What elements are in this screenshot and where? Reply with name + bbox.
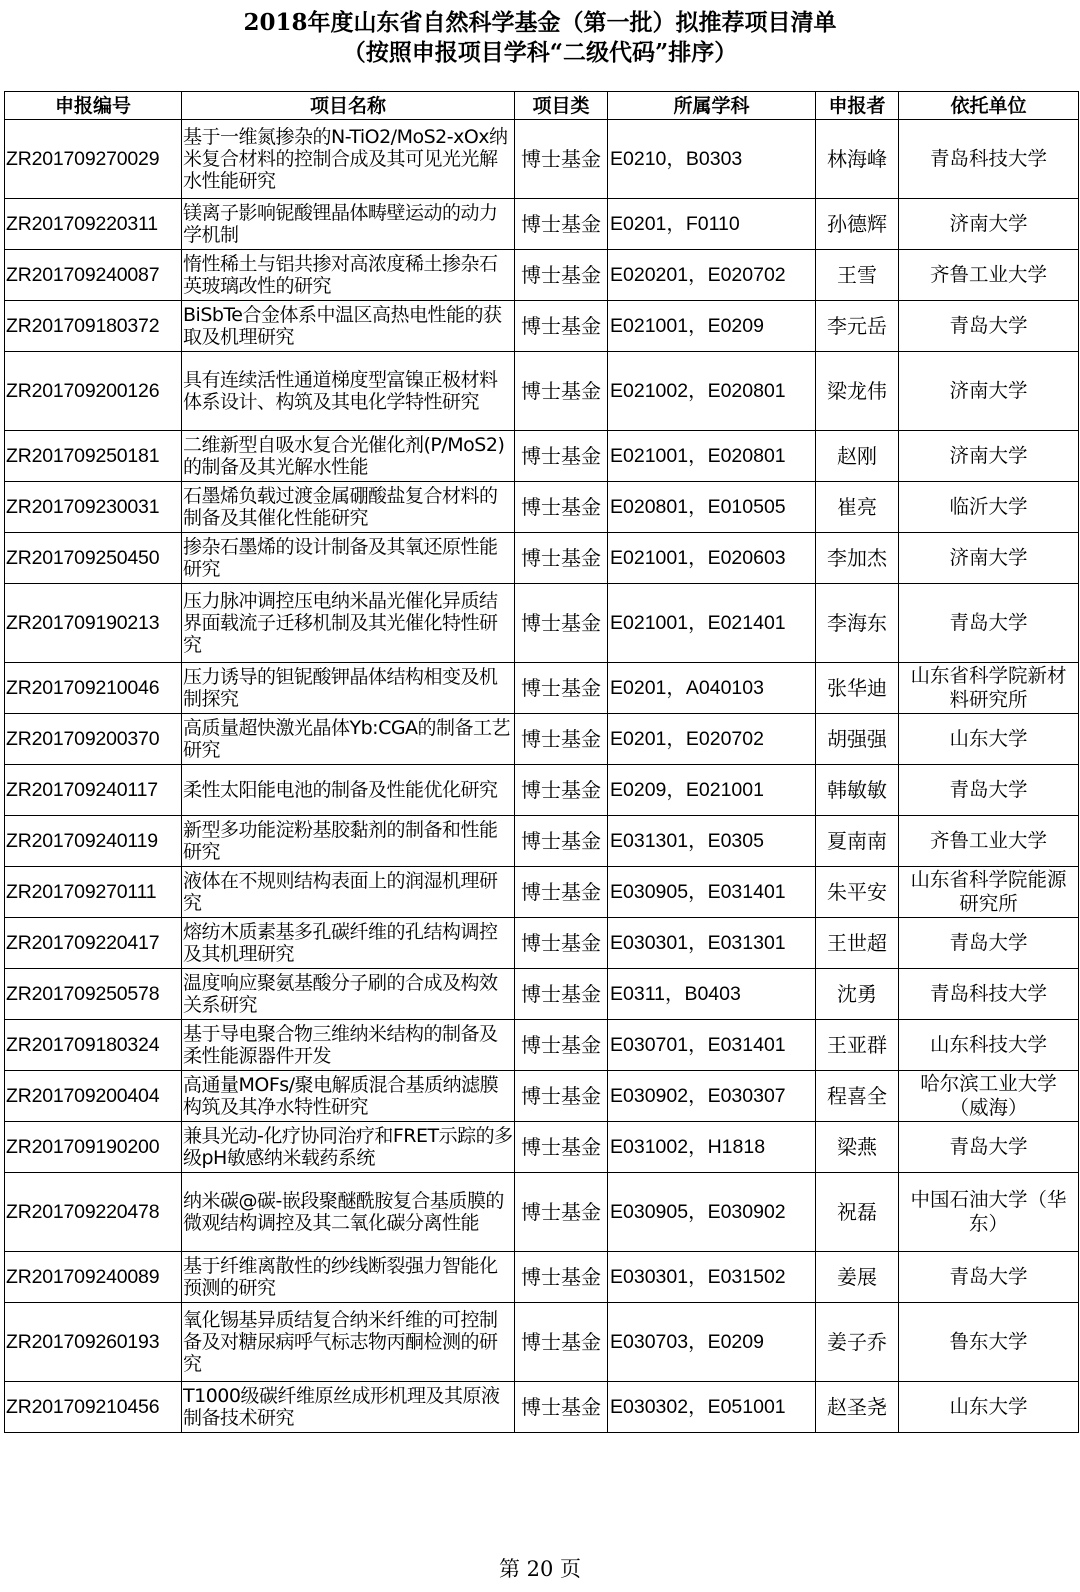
row-applicant: 朱平安 xyxy=(816,867,899,918)
row-unit: 哈尔滨工业大学（威海） xyxy=(899,1071,1079,1122)
row-category: 博士基金 xyxy=(515,918,608,969)
row-name: 熔纺木质素基多孔碳纤维的孔结构调控及其机理研究 xyxy=(182,918,515,969)
table-row xyxy=(5,431,1079,482)
row-subject: E021001，E020801 xyxy=(608,431,816,482)
table-row xyxy=(5,250,1079,301)
row-unit: 中国石油大学（华东） xyxy=(899,1173,1079,1252)
row-name: 高质量超快激光晶体Yb:CGA的制备工艺研究 xyxy=(182,714,515,765)
row-code: ZR201709230031 xyxy=(5,482,182,533)
row-code: ZR201709200404 xyxy=(5,1071,182,1122)
table-row xyxy=(5,714,1079,765)
row-category: 博士基金 xyxy=(515,120,608,199)
row-code: ZR201709250181 xyxy=(5,431,182,482)
table-row xyxy=(5,1020,1079,1071)
row-category: 博士基金 xyxy=(515,1122,608,1173)
header-subject: 所属学科 xyxy=(608,92,816,120)
row-code: ZR201709180324 xyxy=(5,1020,182,1071)
row-category: 博士基金 xyxy=(515,482,608,533)
row-applicant: 李加杰 xyxy=(816,533,899,584)
row-code: ZR201709250450 xyxy=(5,533,182,584)
row-subject: E030301，E031502 xyxy=(608,1252,816,1303)
row-unit: 鲁东大学 xyxy=(899,1303,1079,1382)
row-applicant: 李元岳 xyxy=(816,301,899,352)
row-applicant: 梁燕 xyxy=(816,1122,899,1173)
row-applicant: 王世超 xyxy=(816,918,899,969)
row-unit: 临沂大学 xyxy=(899,482,1079,533)
row-subject: E020201，E020702 xyxy=(608,250,816,301)
row-name: 镁离子影响铌酸锂晶体畴壁运动的动力学机制 xyxy=(182,199,515,250)
table-row xyxy=(5,199,1079,250)
row-category: 博士基金 xyxy=(515,199,608,250)
row-unit: 青岛科技大学 xyxy=(899,969,1079,1020)
row-subject: E0201，A040103 xyxy=(608,663,816,714)
row-code: ZR201709190213 xyxy=(5,584,182,663)
table-row xyxy=(5,663,1079,714)
table-row xyxy=(5,765,1079,816)
row-name: 压力脉冲调控压电纳米晶光催化异质结界面载流子迁移机制及其光催化特性研究 xyxy=(182,584,515,663)
row-category: 博士基金 xyxy=(515,352,608,431)
page-subtitle: （按照申报项目学科“二级代码”排序） xyxy=(342,39,738,66)
row-name: 石墨烯负载过渡金属硼酸盐复合材料的制备及其催化性能研究 xyxy=(182,482,515,533)
row-name: 高通量MOFs/聚电解质混合基质纳滤膜构筑及其净水特性研究 xyxy=(182,1071,515,1122)
row-category: 博士基金 xyxy=(515,1382,608,1433)
row-category: 博士基金 xyxy=(515,1303,608,1382)
row-applicant: 李海东 xyxy=(816,584,899,663)
row-name: 温度响应聚氨基酸分子刷的合成及构效关系研究 xyxy=(182,969,515,1020)
row-category: 博士基金 xyxy=(515,816,608,867)
row-category: 博士基金 xyxy=(515,533,608,584)
row-subject: E0311，B0403 xyxy=(608,969,816,1020)
header-name: 项目名称 xyxy=(182,92,515,120)
row-category: 博士基金 xyxy=(515,969,608,1020)
row-code: ZR201709260193 xyxy=(5,1303,182,1382)
row-name: 基于导电聚合物三维纳米结构的制备及柔性能源器件开发 xyxy=(182,1020,515,1071)
row-code: ZR201709240119 xyxy=(5,816,182,867)
row-applicant: 林海峰 xyxy=(816,120,899,199)
header-code: 申报编号 xyxy=(5,92,182,120)
table-row xyxy=(5,301,1079,352)
table-row xyxy=(5,584,1079,663)
row-name: 纳米碳@碳-嵌段聚醚酰胺复合基质膜的微观结构调控及其二氧化碳分离性能 xyxy=(182,1173,515,1252)
row-subject: E0209，E021001 xyxy=(608,765,816,816)
row-code: ZR201709270111 xyxy=(5,867,182,918)
row-category: 博士基金 xyxy=(515,1252,608,1303)
row-code: ZR201709220311 xyxy=(5,199,182,250)
table-row xyxy=(5,969,1079,1020)
row-name: 新型多功能淀粉基胶黏剂的制备和性能研究 xyxy=(182,816,515,867)
row-subject: E0210，B0303 xyxy=(608,120,816,199)
row-name: 兼具光动-化疗协同治疗和FRET示踪的多级pH敏感纳米载药系统 xyxy=(182,1122,515,1173)
table-row xyxy=(5,482,1079,533)
row-code: ZR201709200126 xyxy=(5,352,182,431)
row-unit: 青岛大学 xyxy=(899,1252,1079,1303)
row-applicant: 梁龙伟 xyxy=(816,352,899,431)
row-code: ZR201709180372 xyxy=(5,301,182,352)
table-row xyxy=(5,1071,1079,1122)
row-name: BiSbTe合金体系中温区高热电性能的获取及机理研究 xyxy=(182,301,515,352)
row-subject: E030703，E0209 xyxy=(608,1303,816,1382)
row-applicant: 姜子乔 xyxy=(816,1303,899,1382)
row-category: 博士基金 xyxy=(515,250,608,301)
row-category: 博士基金 xyxy=(515,714,608,765)
row-applicant: 王雪 xyxy=(816,250,899,301)
row-applicant: 姜展 xyxy=(816,1252,899,1303)
row-category: 博士基金 xyxy=(515,1071,608,1122)
row-subject: E030701，E031401 xyxy=(608,1020,816,1071)
row-category: 博士基金 xyxy=(515,765,608,816)
row-name: 二维新型自吸水复合光催化剂(P/MoS2)的制备及其光解水性能 xyxy=(182,431,515,482)
row-unit: 青岛大学 xyxy=(899,301,1079,352)
row-unit: 山东大学 xyxy=(899,1382,1079,1433)
row-unit: 济南大学 xyxy=(899,352,1079,431)
row-code: ZR201709200370 xyxy=(5,714,182,765)
row-subject: E021001，E0209 xyxy=(608,301,816,352)
header-category: 项目类 xyxy=(515,92,608,120)
table-row xyxy=(5,533,1079,584)
row-name: 惰性稀土与铝共掺对高浓度稀土掺杂石英玻璃改性的研究 xyxy=(182,250,515,301)
row-unit: 济南大学 xyxy=(899,533,1079,584)
row-unit: 山东大学 xyxy=(899,714,1079,765)
row-applicant: 赵圣尧 xyxy=(816,1382,899,1433)
row-category: 博士基金 xyxy=(515,1173,608,1252)
row-unit: 山东省科学院新材料研究所 xyxy=(899,663,1079,714)
row-name: 柔性太阳能电池的制备及性能优化研究 xyxy=(182,765,515,816)
row-code: ZR201709210456 xyxy=(5,1382,182,1433)
row-code: ZR201709220478 xyxy=(5,1173,182,1252)
row-category: 博士基金 xyxy=(515,431,608,482)
table-row xyxy=(5,918,1079,969)
row-unit: 山东科技大学 xyxy=(899,1020,1079,1071)
row-applicant: 崔亮 xyxy=(816,482,899,533)
row-code: ZR201709220417 xyxy=(5,918,182,969)
row-unit: 济南大学 xyxy=(899,431,1079,482)
row-subject: E0201，F0110 xyxy=(608,199,816,250)
row-applicant: 张华迪 xyxy=(816,663,899,714)
row-subject: E020801，E010505 xyxy=(608,482,816,533)
row-category: 博士基金 xyxy=(515,663,608,714)
table-row xyxy=(5,1303,1079,1382)
table-row xyxy=(5,120,1079,199)
row-unit: 青岛大学 xyxy=(899,584,1079,663)
row-name: 掺杂石墨烯的设计制备及其氧还原性能研究 xyxy=(182,533,515,584)
row-category: 博士基金 xyxy=(515,584,608,663)
row-code: ZR201709240117 xyxy=(5,765,182,816)
row-unit: 青岛大学 xyxy=(899,1122,1079,1173)
row-applicant: 程喜全 xyxy=(816,1071,899,1122)
project-table xyxy=(4,91,1079,1433)
row-applicant: 祝磊 xyxy=(816,1173,899,1252)
row-code: ZR201709240087 xyxy=(5,250,182,301)
row-subject: E021002，E020801 xyxy=(608,352,816,431)
row-unit: 齐鲁工业大学 xyxy=(899,250,1079,301)
row-name: 压力诱导的钽铌酸钾晶体结构相变及机制探究 xyxy=(182,663,515,714)
header-applicant: 申报者 xyxy=(816,92,899,120)
row-name: 具有连续活性通道梯度型富镍正极材料体系设计、构筑及其电化学特性研究 xyxy=(182,352,515,431)
row-applicant: 沈勇 xyxy=(816,969,899,1020)
table-row xyxy=(5,1252,1079,1303)
row-subject: E021001，E020603 xyxy=(608,533,816,584)
row-subject: E031002，H1818 xyxy=(608,1122,816,1173)
row-subject: E030301，E031301 xyxy=(608,918,816,969)
row-applicant: 夏南南 xyxy=(816,816,899,867)
row-unit: 济南大学 xyxy=(899,199,1079,250)
row-subject: E030905，E030902 xyxy=(608,1173,816,1252)
page-number: 第 20 页 xyxy=(498,1557,582,1581)
row-unit: 齐鲁工业大学 xyxy=(899,816,1079,867)
table-row xyxy=(5,816,1079,867)
row-name: 基于一维氮掺杂的N-TiO2/MoS2-xOx纳米复合材料的控制合成及其可见光光解水性能研究 xyxy=(182,120,515,199)
row-subject: E021001，E021401 xyxy=(608,584,816,663)
row-subject: E031301，E0305 xyxy=(608,816,816,867)
row-name: 液体在不规则结构表面上的润湿机理研究 xyxy=(182,867,515,918)
row-unit: 青岛大学 xyxy=(899,765,1079,816)
table-row xyxy=(5,867,1079,918)
table-row xyxy=(5,1173,1079,1252)
row-unit: 青岛科技大学 xyxy=(899,120,1079,199)
row-name: T1000级碳纤维原丝成形机理及其原液制备技术研究 xyxy=(182,1382,515,1433)
row-code: ZR201709250578 xyxy=(5,969,182,1020)
table-row xyxy=(5,1122,1079,1173)
row-unit: 青岛大学 xyxy=(899,918,1079,969)
row-applicant: 王亚群 xyxy=(816,1020,899,1071)
row-applicant: 赵刚 xyxy=(816,431,899,482)
row-subject: E0201，E020702 xyxy=(608,714,816,765)
row-code: ZR201709210046 xyxy=(5,663,182,714)
row-subject: E030905，E031401 xyxy=(608,867,816,918)
header-unit: 依托单位 xyxy=(899,92,1079,120)
row-applicant: 孙德辉 xyxy=(816,199,899,250)
row-code: ZR201709270029 xyxy=(5,120,182,199)
row-name: 氧化锡基异质结复合纳米纤维的可控制备及对糖尿病呼气标志物丙酮检测的研究 xyxy=(182,1303,515,1382)
row-subject: E030902，E030307 xyxy=(608,1071,816,1122)
row-category: 博士基金 xyxy=(515,867,608,918)
row-category: 博士基金 xyxy=(515,1020,608,1071)
row-subject: E030302，E051001 xyxy=(608,1382,816,1433)
page-title: 2018年度山东省自然科学基金（第一批）拟推荐项目清单 xyxy=(243,9,837,36)
row-name: 基于纤维离散性的纱线断裂强力智能化预测的研究 xyxy=(182,1252,515,1303)
row-applicant: 胡强强 xyxy=(816,714,899,765)
row-code: ZR201709190200 xyxy=(5,1122,182,1173)
table-row xyxy=(5,352,1079,431)
row-category: 博士基金 xyxy=(515,301,608,352)
row-code: ZR201709240089 xyxy=(5,1252,182,1303)
table-header-row xyxy=(5,92,1079,120)
row-unit: 山东省科学院能源研究所 xyxy=(899,867,1079,918)
table-row xyxy=(5,1382,1079,1433)
row-applicant: 韩敏敏 xyxy=(816,765,899,816)
